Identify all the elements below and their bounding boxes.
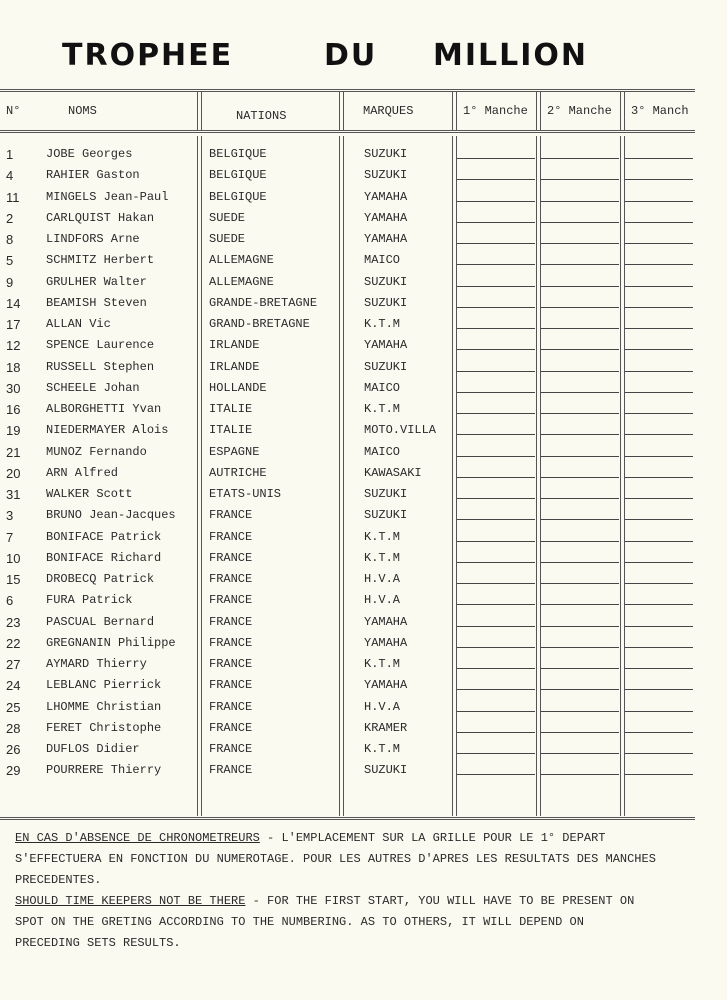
rider-brand: YAMAHA	[364, 338, 408, 353]
note-fr-heading: EN CAS D'ABSENCE DE CHRONOMETREURS	[15, 831, 260, 845]
rider-brand: YAMAHA	[364, 232, 408, 246]
rider-number: 20	[6, 465, 21, 481]
rider-number: 24	[6, 678, 21, 694]
rider-number: 27	[6, 657, 21, 672]
race-1-result-line	[457, 392, 535, 393]
rider-number: 9	[6, 274, 14, 290]
rider-nation: FRANCE	[209, 720, 253, 735]
rider-name: FURA Patrick	[46, 593, 133, 608]
race-2-result-line	[541, 519, 619, 520]
rider-name: ALLAN Vic	[46, 317, 111, 331]
rider-brand: KRAMER	[364, 720, 408, 735]
race-3-result-line	[625, 541, 693, 542]
rider-number: 4	[6, 168, 14, 184]
rider-number: 2	[6, 210, 14, 226]
race-2-result-line	[541, 626, 619, 627]
race-1-result-line	[457, 456, 535, 457]
col-divider-hdr-4	[536, 92, 541, 130]
rider-name: CARLQUIST Hakan	[46, 210, 155, 225]
rider-name: SCHMITZ Herbert	[46, 253, 155, 268]
race-3-result-line	[625, 774, 693, 775]
rider-nation: FRANCE	[209, 742, 253, 756]
rider-nation: ALLEMAGNE	[209, 253, 274, 268]
rider-nation: ALLEMAGNE	[209, 274, 274, 289]
race-1-result-line	[457, 732, 535, 733]
rider-brand: MOTO.VILLA	[364, 423, 437, 438]
table-bottom-rule	[0, 817, 695, 820]
race-3-result-line	[625, 413, 693, 414]
race-1-result-line	[457, 626, 535, 627]
rider-nation: ESPAGNE	[209, 444, 260, 459]
race-3-result-line	[625, 477, 693, 478]
race-2-result-line	[541, 604, 619, 605]
race-2-result-line	[541, 158, 619, 159]
rider-brand: YAMAHA	[364, 678, 408, 693]
race-2-result-line	[541, 583, 619, 584]
header-names: NOMS	[68, 104, 97, 118]
race-2-result-line	[541, 774, 619, 775]
rider-name: LEBLANC Pierrick	[46, 678, 162, 693]
rider-nation: ITALIE	[209, 423, 253, 438]
rider-name: MINGELS Jean-Paul	[46, 189, 169, 204]
rider-number: 8	[6, 232, 14, 247]
race-3-result-line	[625, 668, 693, 669]
rider-name: RAHIER Gaston	[46, 168, 140, 183]
rider-brand: SUZUKI	[364, 274, 408, 289]
rider-name: DROBECQ Patrick	[46, 572, 155, 586]
note-en-heading: SHOULD TIME KEEPERS NOT BE THERE	[15, 894, 246, 908]
rider-brand: KAWASAKI	[364, 465, 422, 480]
header-nations: NATIONS	[236, 109, 287, 123]
rider-name: MUNOZ Fernando	[46, 444, 147, 459]
race-1-result-line	[457, 158, 535, 159]
rider-brand: H.V.A	[364, 593, 401, 608]
rider-nation: FRANCE	[209, 550, 253, 565]
rider-name: POURRERE Thierry	[46, 763, 162, 778]
race-2-result-line	[541, 732, 619, 733]
rider-nation: FRANCE	[209, 572, 253, 586]
rider-name: GREGNANIN Philippe	[46, 635, 176, 650]
rider-brand: SUZUKI	[364, 487, 408, 501]
note-fr-line-3: PRECEDENTES.	[15, 873, 102, 887]
race-1-result-line	[457, 498, 535, 499]
rider-name: BONIFACE Patrick	[46, 529, 162, 544]
rider-nation: FRANCE	[209, 614, 253, 629]
rider-brand: SUZUKI	[364, 508, 408, 523]
rider-brand: SUZUKI	[364, 763, 408, 778]
rider-brand: K.T.M	[364, 657, 401, 671]
rider-number: 12	[6, 338, 21, 354]
header-bottom-rule	[0, 130, 695, 133]
rider-name: ARN Alfred	[46, 465, 119, 480]
rider-name: GRULHER Walter	[46, 274, 147, 289]
rider-nation: GRANDE-BRETAGNE	[209, 295, 318, 310]
rider-nation: FRANCE	[209, 593, 253, 608]
race-1-result-line	[457, 371, 535, 372]
race-2-result-line	[541, 413, 619, 414]
race-1-result-line	[457, 519, 535, 520]
rider-nation: IRLANDE	[209, 338, 260, 353]
rider-number: 22	[6, 635, 21, 651]
rider-name: BRUNO Jean-Jacques	[46, 508, 176, 523]
rider-brand: SUZUKI	[364, 295, 408, 310]
rider-number: 31	[6, 487, 21, 502]
rider-name: BONIFACE Richard	[46, 550, 162, 565]
rider-number: 23	[6, 614, 21, 630]
rider-nation: FRANCE	[209, 508, 253, 523]
rider-nation: FRANCE	[209, 529, 253, 544]
race-2-result-line	[541, 264, 619, 265]
race-3-result-line	[625, 753, 693, 754]
rider-brand: YAMAHA	[364, 210, 408, 225]
rider-name: DUFLOS Didier	[46, 742, 140, 756]
header-race-2: 2° Manche	[547, 104, 612, 118]
race-3-result-line	[625, 732, 693, 733]
race-1-result-line	[457, 434, 535, 435]
race-1-result-line	[457, 264, 535, 265]
notes-section	[15, 828, 715, 954]
rider-name: AYMARD Thierry	[46, 657, 147, 671]
race-2-result-line	[541, 243, 619, 244]
rider-number: 19	[6, 423, 21, 439]
rider-brand: K.T.M	[364, 317, 401, 331]
race-2-result-line	[541, 179, 619, 180]
rider-number: 11	[6, 189, 20, 205]
race-2-result-line	[541, 498, 619, 499]
race-1-result-line	[457, 647, 535, 648]
rider-name: SPENCE Laurence	[46, 338, 155, 353]
rider-nation: AUTRICHE	[209, 465, 267, 480]
rider-nation: FRANCE	[209, 763, 253, 778]
rider-nation: BELGIQUE	[209, 147, 267, 161]
race-3-result-line	[625, 243, 693, 244]
col-divider-hdr-1	[197, 92, 202, 130]
race-2-result-line	[541, 222, 619, 223]
rider-nation: FRANCE	[209, 657, 253, 671]
race-3-result-line	[625, 434, 693, 435]
race-3-result-line	[625, 604, 693, 605]
rider-name: PASCUAL Bernard	[46, 614, 155, 629]
race-2-result-line	[541, 201, 619, 202]
rider-brand: H.V.A	[364, 699, 401, 714]
rider-nation: FRANCE	[209, 699, 253, 714]
race-1-result-line	[457, 604, 535, 605]
note-fr-text-1: - L'EMPLACEMENT SUR LA GRILLE POUR LE 1° DEPART	[259, 831, 606, 845]
race-3-result-line	[625, 689, 693, 690]
race-1-result-line	[457, 753, 535, 754]
header-brands: MARQUES	[363, 104, 414, 118]
rider-number: 30	[6, 380, 21, 396]
race-3-result-line	[625, 349, 693, 350]
rider-nation: ITALIE	[209, 402, 253, 416]
rider-nation: IRLANDE	[209, 359, 260, 374]
note-fr-line-2: S'EFFECTUERA EN FONCTION DU NUMEROTAGE. POUR LES AUTRES D'APRES LES RESULTATS DES MANCHES	[15, 852, 656, 866]
race-1-result-line	[457, 711, 535, 712]
note-en-line-1	[15, 891, 715, 912]
rider-nation: HOLLANDE	[209, 380, 267, 395]
header-number: N°	[6, 104, 21, 118]
race-1-result-line	[457, 328, 535, 329]
race-3-result-line	[625, 286, 693, 287]
race-1-result-line	[457, 243, 535, 244]
page-title	[0, 38, 727, 78]
race-2-result-line	[541, 562, 619, 563]
race-3-result-line	[625, 562, 693, 563]
rider-number: 14	[6, 295, 21, 311]
rider-nation: SUEDE	[209, 210, 246, 225]
race-3-result-line	[625, 392, 693, 393]
race-3-result-line	[625, 647, 693, 648]
rider-name: LINDFORS Arne	[46, 232, 140, 246]
title-word-1: TROPHEE	[62, 38, 234, 73]
race-3-result-line	[625, 264, 693, 265]
rider-name: ALBORGHETTI Yvan	[46, 402, 162, 416]
race-1-result-line	[457, 349, 535, 350]
rider-brand: K.T.M	[364, 402, 401, 416]
rider-name: RUSSELL Stephen	[46, 359, 155, 374]
rider-brand: K.T.M	[364, 529, 401, 544]
race-2-result-line	[541, 477, 619, 478]
rider-name: LHOMME Christian	[46, 699, 162, 714]
race-2-result-line	[541, 456, 619, 457]
rider-number: 28	[6, 720, 21, 736]
note-en-line-2: SPOT ON THE GRETING ACCORDING TO THE NUMBERING. AS TO OTHERS, IT WILL DEPEND ON	[15, 915, 584, 929]
race-1-result-line	[457, 413, 535, 414]
rider-number: 26	[6, 742, 21, 757]
rider-name: SCHEELE Johan	[46, 380, 140, 395]
race-3-result-line	[625, 328, 693, 329]
table-top-rule	[0, 89, 695, 92]
rider-number: 15	[6, 572, 21, 587]
rider-number: 7	[6, 529, 14, 545]
rider-number: 17	[6, 317, 21, 332]
race-1-result-line	[457, 583, 535, 584]
race-2-result-line	[541, 753, 619, 754]
rider-number: 10	[6, 550, 21, 566]
note-fr-line-1	[15, 828, 715, 849]
title-word-2: DU	[324, 38, 378, 73]
race-1-result-line	[457, 774, 535, 775]
col-divider-hdr-2	[339, 92, 344, 130]
race-3-result-line	[625, 222, 693, 223]
race-2-result-line	[541, 307, 619, 308]
note-en-text-1: - FOR THE FIRST START, YOU WILL HAVE TO BE PRESENT ON	[245, 894, 635, 908]
race-1-result-line	[457, 286, 535, 287]
rider-nation: FRANCE	[209, 635, 253, 650]
race-2-result-line	[541, 668, 619, 669]
rider-brand: MAICO	[364, 253, 401, 268]
header-race-3: 3° Manch	[631, 104, 689, 118]
rider-number: 25	[6, 699, 21, 715]
rider-nation: SUEDE	[209, 232, 246, 246]
rider-name: NIEDERMAYER Alois	[46, 423, 169, 438]
race-1-result-line	[457, 307, 535, 308]
race-3-result-line	[625, 711, 693, 712]
race-1-result-line	[457, 689, 535, 690]
rider-brand: YAMAHA	[364, 614, 408, 629]
col-divider-hdr-3	[452, 92, 457, 130]
race-3-result-line	[625, 626, 693, 627]
race-2-result-line	[541, 711, 619, 712]
race-3-result-line	[625, 179, 693, 180]
race-1-result-line	[457, 201, 535, 202]
rider-brand: H.V.A	[364, 572, 401, 586]
race-3-result-line	[625, 498, 693, 499]
rider-nation: GRAND-BRETAGNE	[209, 317, 310, 331]
header-race-1: 1° Manche	[463, 104, 528, 118]
rider-number: 5	[6, 253, 14, 269]
rider-nation: BELGIQUE	[209, 168, 267, 183]
race-2-result-line	[541, 328, 619, 329]
race-2-result-line	[541, 349, 619, 350]
race-2-result-line	[541, 286, 619, 287]
race-2-result-line	[541, 392, 619, 393]
race-3-result-line	[625, 307, 693, 308]
race-1-result-line	[457, 668, 535, 669]
race-1-result-line	[457, 179, 535, 180]
rider-number: 21	[6, 444, 21, 460]
race-1-result-line	[457, 562, 535, 563]
rider-name: JOBE Georges	[46, 147, 133, 161]
race-1-result-line	[457, 541, 535, 542]
rider-nation: ETATS-UNIS	[209, 487, 282, 501]
race-2-result-line	[541, 689, 619, 690]
rider-nation: FRANCE	[209, 678, 253, 693]
race-3-result-line	[625, 583, 693, 584]
rider-name: BEAMISH Steven	[46, 295, 147, 310]
rider-nation: BELGIQUE	[209, 189, 267, 204]
title-word-3: MILLION	[433, 38, 589, 73]
race-3-result-line	[625, 371, 693, 372]
rider-number: 3	[6, 508, 14, 524]
race-2-result-line	[541, 371, 619, 372]
rider-brand: YAMAHA	[364, 189, 408, 204]
rider-brand: SUZUKI	[364, 168, 408, 183]
col-divider-hdr-5	[620, 92, 625, 130]
rider-brand: K.T.M	[364, 550, 401, 565]
race-3-result-line	[625, 456, 693, 457]
rider-number: 1	[6, 147, 14, 162]
race-3-result-line	[625, 201, 693, 202]
rider-brand: SUZUKI	[364, 359, 408, 374]
rider-number: 6	[6, 593, 14, 609]
rider-brand: SUZUKI	[364, 147, 408, 161]
rider-brand: MAICO	[364, 444, 401, 459]
rider-brand: MAICO	[364, 380, 401, 395]
note-en-line-3: PRECEDING SETS RESULTS.	[15, 936, 181, 950]
rider-number: 18	[6, 359, 21, 375]
rider-number: 29	[6, 763, 21, 779]
rider-name: FERET Christophe	[46, 720, 162, 735]
rider-name: WALKER Scott	[46, 487, 133, 501]
rider-brand: YAMAHA	[364, 635, 408, 650]
race-2-result-line	[541, 434, 619, 435]
race-3-result-line	[625, 158, 693, 159]
race-2-result-line	[541, 647, 619, 648]
rider-number: 16	[6, 402, 21, 417]
rider-brand: K.T.M	[364, 742, 401, 756]
race-3-result-line	[625, 519, 693, 520]
race-1-result-line	[457, 477, 535, 478]
race-2-result-line	[541, 541, 619, 542]
race-1-result-line	[457, 222, 535, 223]
